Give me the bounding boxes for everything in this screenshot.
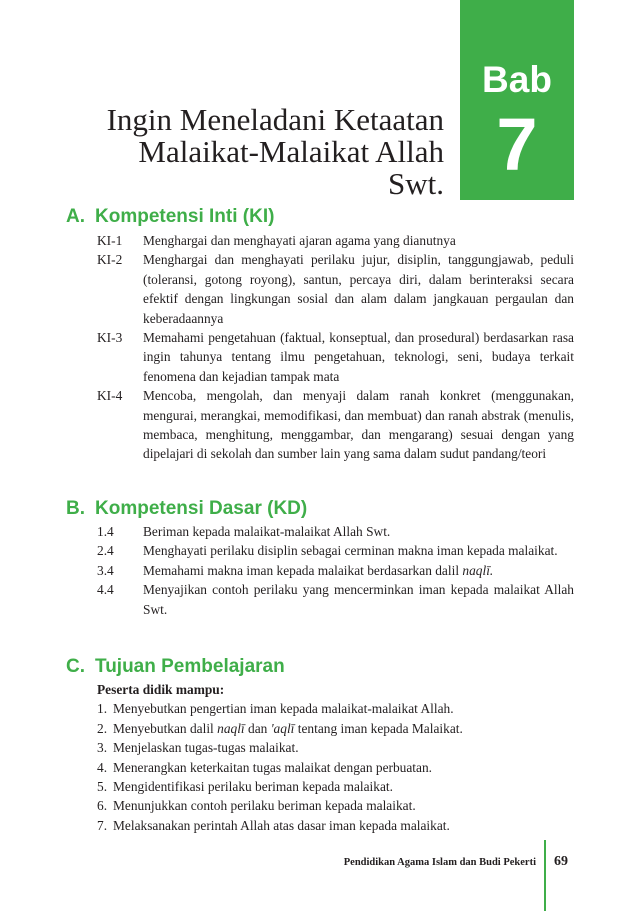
chapter-title-line: Ingin Meneladani Ketaatan (106, 102, 444, 137)
tp-text: Menunjukkan contoh perilaku beriman kepada malaikat. (113, 798, 416, 814)
section-heading-kd (66, 498, 307, 520)
footer-book-title: Pendidikan Agama Islam dan Budi Pekerti (343, 857, 536, 868)
tp-text-plain: dan (244, 720, 271, 736)
ki-item (97, 386, 574, 464)
kd-text: Menghayati perilaku disiplin sebagai cerminan makna iman kepada malaikat. (143, 543, 558, 559)
tp-item (97, 719, 574, 738)
chapter-title-line: Swt. (388, 166, 444, 201)
page-number: 69 (554, 854, 568, 869)
ki-code: KI-2 (97, 252, 123, 268)
tp-num: 4. (97, 759, 108, 775)
kd-item (97, 522, 574, 541)
kd-text (143, 561, 574, 580)
chapter-title-line: Malaikat-Malaikat Allah (138, 134, 444, 169)
ki-code: KI-4 (97, 388, 123, 404)
ki-text: Mencoba, mengolah, dan menyaji dalam ranah konkret (menggunakan, mengurai, merangkai, memodifikasi, dan membuat) dan ranah abstrak (menulis, membaca, menghitung, menggambar, dan mengarang) sesuai dengan yang dipelajari di sekolah dan sumber lain yang sama dalam sudut pandang/teori (143, 388, 574, 462)
kd-item (97, 561, 574, 580)
chapter-badge-label: Bab (482, 59, 552, 100)
kd-text-italic: naqlī. (462, 562, 494, 578)
kd-item (97, 580, 574, 619)
tp-item (97, 777, 574, 796)
chapter-badge (460, 0, 574, 200)
ki-code: KI-1 (97, 233, 123, 248)
tp-text-plain: tentang iman kepada Malaikat. (294, 720, 463, 736)
section-heading-tp (66, 656, 285, 678)
tp-num: 7. (97, 817, 108, 833)
chapter-badge-number: 7 (496, 103, 538, 186)
ki-text: Memahami pengetahuan (faktual, konseptual, dan prosedural) berdasarkan rasa ingin tahunya tentang ilmu pengetahuan, teknologi, seni, budaya terkait fenomena dan kejadian tampak mata (143, 330, 574, 384)
tp-num: 2. (97, 720, 108, 736)
ki-list (97, 231, 574, 464)
section-title: Kompetensi Dasar (KD) (95, 498, 308, 519)
section-letter: C. (66, 656, 85, 677)
ki-item (97, 328, 574, 386)
tp-item (97, 796, 574, 815)
tp-text-plain: Menyebutkan dalil (113, 720, 218, 736)
section-letter: B. (66, 498, 85, 519)
tp-num: 1. (97, 701, 108, 717)
tp-text: Menerangkan keterkaitan tugas malaikat dengan perbuatan. (113, 759, 433, 775)
tp-item (97, 699, 574, 718)
tp-text: Melaksanakan perintah Allah atas dasar iman kepada malaikat. (113, 817, 450, 833)
ki-text: Menghargai dan menghayati ajaran agama yang dianutnya (143, 233, 456, 248)
tp-num: 5. (97, 779, 108, 795)
ki-item (97, 250, 574, 328)
section-letter: A. (66, 206, 85, 227)
kd-text: Menyajikan contoh perilaku yang mencerminkan iman kepada malaikat Allah Swt. (143, 582, 574, 617)
section-heading-ki (66, 206, 274, 228)
tp-text-italic: 'aqlī (270, 720, 295, 736)
tp-text: Mengidentifikasi perilaku beriman kepada malaikat. (113, 779, 393, 795)
section-title: Kompetensi Inti (KI) (95, 206, 275, 227)
kd-list (97, 522, 574, 619)
ki-text: Menghargai dan menghayati perilaku jujur, disiplin, tanggungjawab, peduli (toleransi, gotong royong), santun, percaya diri, dalam berinteraksi secara efektif dengan lingkungan sosial dan alam dalam jangkauan pergaulan dan keberadaannya (143, 252, 574, 326)
kd-text: Beriman kepada malaikat-malaikat Allah Swt. (143, 524, 391, 539)
tp-item (97, 758, 574, 777)
tp-list (97, 680, 574, 835)
kd-code: 1.4 (97, 524, 114, 539)
kd-code: 4.4 (97, 582, 114, 598)
kd-text-plain: Memahami makna iman kepada malaikat berdasarkan dalil (143, 562, 463, 578)
tp-num: 3. (97, 740, 108, 756)
ki-code: KI-3 (97, 330, 123, 346)
section-title: Tujuan Pembelajaran (95, 656, 285, 677)
kd-code: 2.4 (97, 543, 114, 559)
tp-text: Menyebutkan pengertian iman kepada malaikat-malaikat Allah. (113, 701, 454, 717)
kd-code: 3.4 (97, 562, 114, 578)
tp-text: Menjelaskan tugas-tugas malaikat. (113, 740, 299, 756)
tp-intro: Peserta didik mampu: (97, 682, 225, 697)
tp-text-italic: naqlī (217, 720, 245, 736)
chapter-title (60, 104, 444, 200)
tp-item (97, 738, 574, 757)
ki-item (97, 231, 574, 250)
tp-item (97, 816, 574, 835)
kd-item (97, 541, 574, 560)
tp-num: 6. (97, 798, 108, 814)
footer-divider (544, 840, 546, 911)
